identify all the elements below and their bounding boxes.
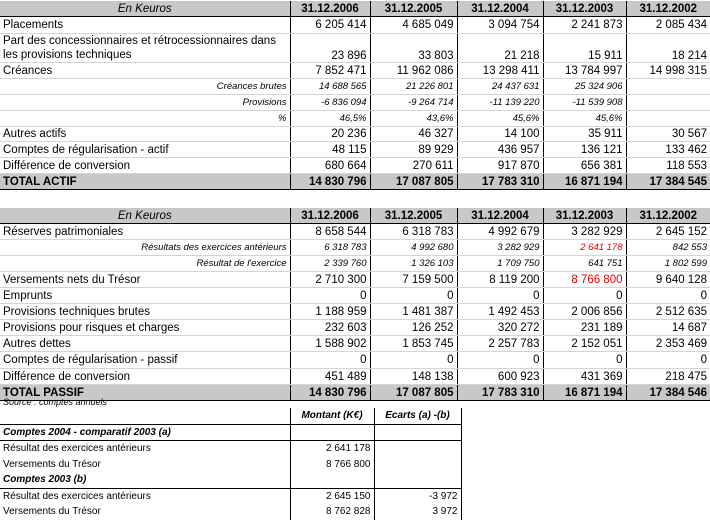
table-row [0, 95, 710, 111]
cell-value: 1 481 387 [370, 304, 457, 320]
group-title: Comptes 2004 - comparatif 2003 (a) [0, 424, 290, 441]
table-row [0, 336, 710, 352]
comparison-amount: 8 766 800 [290, 457, 374, 473]
cell-value: 8 658 544 [290, 224, 370, 240]
cell-value: 13 784 997 [543, 63, 626, 79]
table-row [0, 63, 710, 79]
group-title: Comptes 2003 (b) [0, 472, 290, 488]
cell-value [626, 95, 710, 111]
comparison-header-cell: Montant (K€) [290, 408, 374, 424]
table-row [0, 352, 710, 369]
cell-value: 842 553 [626, 240, 710, 256]
cell-value: 45,6% [543, 111, 626, 127]
cell-value: 3 282 929 [457, 240, 543, 256]
cell-value [626, 111, 710, 127]
row-label: Réserves patrimoniales [0, 224, 290, 240]
table-row [0, 272, 710, 288]
cell-value: 14 687 [626, 320, 710, 336]
table-row [0, 79, 710, 95]
unit-label: En Keuros [0, 208, 290, 224]
comparison-diff [374, 457, 461, 473]
row-label: Part des concessionnaires et rétrocessionnaires dans les provisions techniques [0, 34, 290, 63]
cell-value: 0 [626, 288, 710, 304]
cell-value: 15 911 [543, 34, 626, 63]
cell-value: 0 [457, 352, 543, 369]
cell-value: 2 641 178 [543, 240, 626, 256]
cell-value: 231 189 [543, 320, 626, 336]
year-header: 31.12.2005 [370, 1, 457, 17]
cell-value: 0 [457, 288, 543, 304]
cell-value: 33 803 [370, 34, 457, 63]
header-row [0, 208, 710, 224]
cell-value: 4 992 680 [370, 240, 457, 256]
table-row [0, 127, 710, 142]
year-header: 31.12.2006 [290, 208, 370, 224]
cell-value: 270 611 [370, 158, 457, 174]
cell-value: 136 121 [543, 142, 626, 158]
cell-value: 23 896 [290, 34, 370, 63]
comparison-row [0, 441, 461, 457]
cell-value: 24 437 631 [457, 79, 543, 95]
empty-cell [290, 424, 374, 441]
cell-value: 1 709 750 [457, 256, 543, 272]
year-header: 31.12.2002 [626, 208, 710, 224]
source-note: Source : comptes annuels [3, 397, 108, 407]
cell-value: 1 188 959 [290, 304, 370, 320]
cell-value: -11 139 220 [457, 95, 543, 111]
table-row [0, 34, 710, 63]
empty-cell [374, 472, 461, 488]
year-header: 31.12.2003 [543, 208, 626, 224]
cell-value: 0 [543, 352, 626, 369]
cell-value: 0 [626, 352, 710, 369]
actif-table [0, 1, 710, 190]
comparison-row [0, 457, 461, 473]
cell-value: 2 710 300 [290, 272, 370, 288]
cell-value: 451 489 [290, 369, 370, 385]
cell-value: 4 685 049 [370, 17, 457, 34]
row-label: Versements nets du Trésor [0, 272, 290, 288]
cell-value: 21 218 [457, 34, 543, 63]
cell-value: 232 603 [290, 320, 370, 336]
comparison-header [0, 408, 461, 424]
cell-value: 320 272 [457, 320, 543, 336]
cell-value: 600 923 [457, 369, 543, 385]
total-value: 16 871 194 [543, 385, 626, 401]
comparison-amount: 2 645 150 [290, 488, 374, 504]
comparison-label: Résultat des exercices antérieurs [0, 488, 290, 504]
cell-value: 2 085 434 [626, 17, 710, 34]
table-row [0, 320, 710, 336]
cell-value: 4 992 679 [457, 224, 543, 240]
row-label: Différence de conversion [0, 158, 290, 174]
total-value: 17 087 805 [370, 385, 457, 401]
total-value: 14 830 796 [290, 385, 370, 401]
cell-value: 0 [290, 352, 370, 369]
cell-value: -6 836 094 [290, 95, 370, 111]
comparison-label: Versements du Trésor [0, 504, 290, 520]
cell-value: 6 205 414 [290, 17, 370, 34]
table-row [0, 158, 710, 174]
table-row [0, 17, 710, 34]
cell-value: 46 327 [370, 127, 457, 142]
total-value: 17 384 546 [626, 385, 710, 401]
total-value: 17 384 545 [626, 174, 710, 190]
cell-value: 2 006 856 [543, 304, 626, 320]
comparison-amount: 8 762 828 [290, 504, 374, 520]
comparison-group-title [0, 424, 461, 441]
cell-value: 9 640 128 [626, 272, 710, 288]
empty-cell [374, 424, 461, 441]
cell-value: 1 588 902 [290, 336, 370, 352]
table-row [0, 369, 710, 385]
year-header: 31.12.2003 [543, 1, 626, 17]
cell-value: 11 962 086 [370, 63, 457, 79]
cell-value: 133 462 [626, 142, 710, 158]
passif-table [0, 208, 710, 401]
total-value: 17 783 310 [457, 385, 543, 401]
empty-cell [290, 472, 374, 488]
comparison-table [0, 408, 462, 520]
year-header: 31.12.2002 [626, 1, 710, 17]
cell-value: 436 957 [457, 142, 543, 158]
cell-value: 14 100 [457, 127, 543, 142]
cell-value: 0 [370, 352, 457, 369]
cell-value: 0 [290, 288, 370, 304]
cell-value: 2 512 635 [626, 304, 710, 320]
table-row [0, 224, 710, 240]
total-value: 16 871 194 [543, 174, 626, 190]
cell-value: 680 664 [290, 158, 370, 174]
total-label: TOTAL PASSIF [0, 385, 290, 401]
cell-value: 2 645 152 [626, 224, 710, 240]
table-row [0, 304, 710, 320]
comparison-label: Versements du Trésor [0, 457, 290, 473]
total-actif-row [0, 174, 710, 190]
total-value: 14 830 796 [290, 174, 370, 190]
cell-value: 25 324 906 [543, 79, 626, 95]
comparison-amount: 2 641 178 [290, 441, 374, 457]
comparison-group-title [0, 472, 461, 488]
total-value: 17 783 310 [457, 174, 543, 190]
row-label: Provisions pour risques et charges [0, 320, 290, 336]
cell-value: 118 553 [626, 158, 710, 174]
cell-value: 126 252 [370, 320, 457, 336]
row-label: Résultat de l'exercice [0, 256, 290, 272]
cell-value: 7 159 500 [370, 272, 457, 288]
comparison-diff [374, 441, 461, 457]
cell-value: 2 152 051 [543, 336, 626, 352]
row-label: Créances [0, 63, 290, 79]
table-row [0, 256, 710, 272]
table-row [0, 142, 710, 158]
row-label: Autres dettes [0, 336, 290, 352]
year-header: 31.12.2005 [370, 208, 457, 224]
table-row [0, 111, 710, 127]
cell-value: 1 802 599 [626, 256, 710, 272]
cell-value: -9 264 714 [370, 95, 457, 111]
row-label: Résultats des exercices antérieurs [0, 240, 290, 256]
unit-label: En Keuros [0, 1, 290, 17]
table-row [0, 240, 710, 256]
cell-value: 13 298 411 [457, 63, 543, 79]
cell-value: 48 115 [290, 142, 370, 158]
row-label: Placements [0, 17, 290, 34]
header-row [0, 1, 710, 17]
cell-value: 2 241 873 [543, 17, 626, 34]
cell-value: 8 766 800 [543, 272, 626, 288]
cell-value: 0 [370, 288, 457, 304]
table-row [0, 288, 710, 304]
row-label: Emprunts [0, 288, 290, 304]
cell-value: 1 326 103 [370, 256, 457, 272]
cell-value: -11 539 908 [543, 95, 626, 111]
cell-value: 656 381 [543, 158, 626, 174]
cell-value: 917 870 [457, 158, 543, 174]
comparison-diff: -3 972 [374, 488, 461, 504]
cell-value: 46,5% [290, 111, 370, 127]
row-label: Différence de conversion [0, 369, 290, 385]
comparison-row [0, 504, 461, 520]
row-label: Provisions techniques brutes [0, 304, 290, 320]
cell-value: 6 318 783 [370, 224, 457, 240]
comparison-header-cell [0, 408, 290, 424]
cell-value: 0 [543, 288, 626, 304]
cell-value: 2 257 783 [457, 336, 543, 352]
cell-value: 3 282 929 [543, 224, 626, 240]
total-label: TOTAL ACTIF [0, 174, 290, 190]
row-label: Comptes de régularisation - passif [0, 352, 290, 369]
cell-value: 89 929 [370, 142, 457, 158]
cell-value: 2 353 469 [626, 336, 710, 352]
cell-value: 3 094 754 [457, 17, 543, 34]
cell-value [626, 79, 710, 95]
cell-value: 18 214 [626, 34, 710, 63]
row-label: Autres actifs [0, 127, 290, 142]
cell-value: 641 751 [543, 256, 626, 272]
cell-value: 1 492 453 [457, 304, 543, 320]
cell-value: 148 138 [370, 369, 457, 385]
comparison-row [0, 488, 461, 504]
cell-value: 35 911 [543, 127, 626, 142]
comparison-label: Résultat des exercices antérieurs [0, 441, 290, 457]
cell-value: 20 236 [290, 127, 370, 142]
cell-value: 43,6% [370, 111, 457, 127]
cell-value: 30 567 [626, 127, 710, 142]
cell-value: 6 318 783 [290, 240, 370, 256]
cell-value: 45,6% [457, 111, 543, 127]
cell-value: 7 852 471 [290, 63, 370, 79]
comparison-diff: 3 972 [374, 504, 461, 520]
year-header: 31.12.2004 [457, 1, 543, 17]
cell-value: 2 339 760 [290, 256, 370, 272]
cell-value: 1 853 745 [370, 336, 457, 352]
row-label: Comptes de régularisation - actif [0, 142, 290, 158]
row-label: % [0, 111, 290, 127]
cell-value: 218 475 [626, 369, 710, 385]
cell-value: 14 998 315 [626, 63, 710, 79]
year-header: 31.12.2004 [457, 208, 543, 224]
total-value: 17 087 805 [370, 174, 457, 190]
cell-value: 431 369 [543, 369, 626, 385]
row-label: Provisions [0, 95, 290, 111]
row-label: Créances brutes [0, 79, 290, 95]
comparison-header-cell: Ecarts (a) -(b) [374, 408, 461, 424]
cell-value: 8 119 200 [457, 272, 543, 288]
cell-value: 14 688 565 [290, 79, 370, 95]
cell-value: 21 226 801 [370, 79, 457, 95]
year-header: 31.12.2006 [290, 1, 370, 17]
